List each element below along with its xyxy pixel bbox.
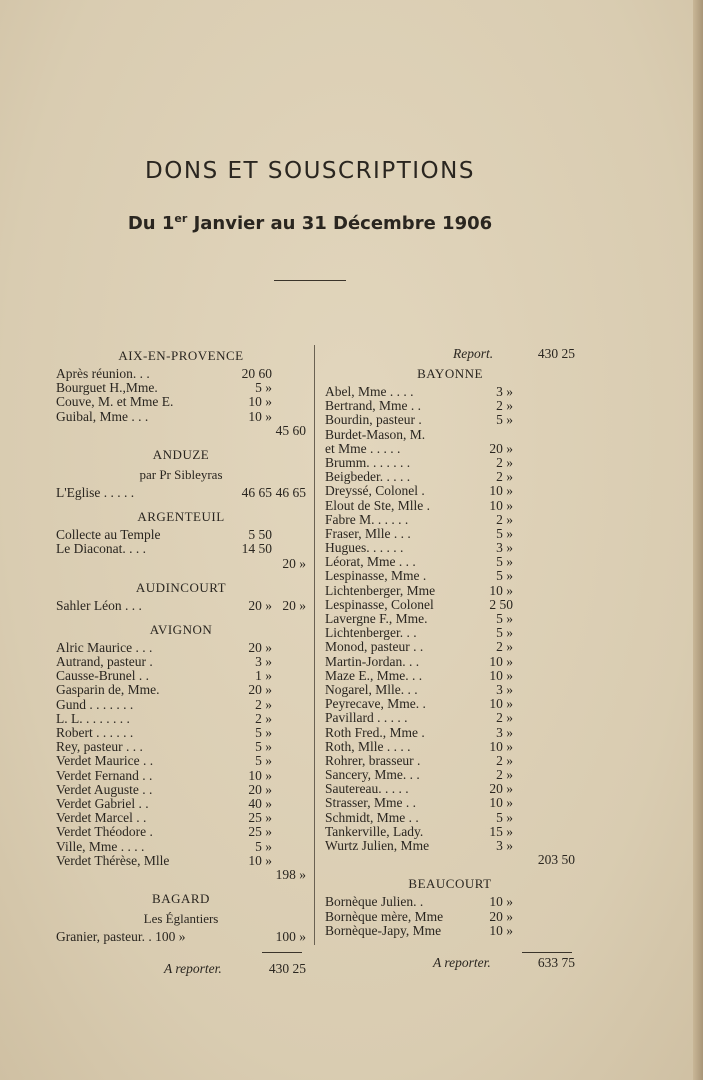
subtitle-pre: Du 1 bbox=[127, 213, 175, 234]
report-value: 633 75 bbox=[537, 954, 575, 970]
list-item bbox=[325, 924, 575, 938]
donor-name: Bornèque mère, Mme bbox=[325, 908, 444, 924]
donation-amount: 46 65 bbox=[241, 484, 272, 500]
donation-amount: 25 » bbox=[248, 824, 272, 840]
donor-name: Nogarel, Mlle. . . bbox=[325, 681, 418, 697]
list-item bbox=[325, 754, 575, 768]
donation-amount: 5 » bbox=[496, 525, 513, 541]
section-total-row bbox=[56, 868, 306, 882]
section-heading: BAYONNE bbox=[417, 366, 483, 381]
donation-amount: 14 50 bbox=[241, 541, 272, 557]
donor-name: Peyrecave, Mme. . bbox=[325, 696, 426, 712]
donor-name: Roth Fred., Mme . bbox=[325, 724, 425, 740]
donation-amount: 3 » bbox=[496, 384, 513, 399]
report-label: A reporter. bbox=[164, 961, 222, 977]
donor-name: Granier, pasteur. . 100 » bbox=[56, 929, 186, 945]
donor-name: Dreyssé, Colonel . bbox=[325, 483, 425, 499]
donor-name: Sancery, Mme. . . bbox=[325, 767, 420, 783]
page-title: DONS ET SOUSCRIPTIONS bbox=[145, 158, 475, 184]
donation-amount: 1 » bbox=[255, 668, 272, 684]
list-item bbox=[56, 754, 306, 768]
left-column bbox=[56, 347, 306, 976]
list-item bbox=[56, 726, 306, 740]
section-total: 100 » bbox=[275, 929, 306, 945]
subtitle-sup: er bbox=[174, 212, 188, 225]
donation-amount: 2 » bbox=[496, 752, 513, 768]
donation-amount: 5 » bbox=[255, 380, 272, 396]
list-item bbox=[56, 712, 306, 726]
donor-name: Pavillard . . . . . bbox=[325, 710, 408, 726]
left-total-rule bbox=[262, 952, 302, 953]
report-row-top bbox=[325, 347, 575, 365]
list-item bbox=[325, 640, 575, 654]
donation-amount: 10 » bbox=[248, 394, 272, 410]
donor-name: Schmidt, Mme . . bbox=[325, 809, 419, 825]
section-heading: ARGENTEUIL bbox=[137, 509, 225, 525]
donation-amount: 10 » bbox=[489, 696, 513, 712]
donation-amount: 5 » bbox=[496, 625, 513, 641]
report-label: A reporter. bbox=[433, 954, 491, 970]
donation-amount: 3 » bbox=[496, 724, 513, 740]
donor-name: Sahler Léon . . . bbox=[56, 597, 142, 613]
section-total-row bbox=[325, 853, 575, 867]
donation-amount: 5 » bbox=[496, 554, 513, 570]
donor-name: Lichtenberger, Mme bbox=[325, 582, 436, 598]
donor-name: Bourdin, pasteur . bbox=[325, 412, 422, 428]
list-item bbox=[325, 740, 575, 754]
donor-name: Lichtenberger. . . bbox=[325, 625, 417, 641]
donor-name: Fraser, Mlle . . . bbox=[325, 525, 411, 541]
list-item bbox=[325, 541, 575, 555]
donation-amount: 20 » bbox=[248, 781, 272, 797]
donation-amount: 10 » bbox=[489, 483, 513, 499]
donor-name: Gund . . . . . . . bbox=[56, 696, 134, 712]
list-item bbox=[325, 669, 575, 683]
list-item bbox=[325, 711, 575, 725]
donor-name: Verdet Théodore . bbox=[56, 824, 153, 840]
donation-amount: 10 » bbox=[489, 738, 513, 754]
donor-name: Le Diaconat. . . . bbox=[56, 541, 146, 557]
list-item bbox=[325, 768, 575, 782]
list-item bbox=[325, 796, 575, 810]
donation-amount: 5 » bbox=[255, 838, 272, 854]
section-total: 46 65 bbox=[275, 484, 306, 500]
list-item bbox=[56, 655, 306, 669]
subtitle-post: Janvier au 31 Décembre 1906 bbox=[187, 213, 493, 234]
donation-amount: 20 » bbox=[248, 682, 272, 698]
list-item bbox=[325, 513, 575, 527]
list-item bbox=[325, 484, 575, 498]
donor-name: et Mme . . . . . bbox=[325, 440, 401, 456]
list-item bbox=[325, 442, 575, 456]
donor-name: Bertrand, Mme . . bbox=[325, 398, 421, 414]
donation-amount: 10 » bbox=[489, 894, 513, 910]
list-item bbox=[56, 486, 306, 500]
section-heading: BEAUCOURT bbox=[408, 876, 492, 892]
donation-amount: 5 » bbox=[496, 568, 513, 584]
list-item bbox=[325, 428, 575, 442]
list-item bbox=[325, 825, 575, 839]
donor-name: Bornèque-Japy, Mme bbox=[325, 922, 442, 938]
section-total: 203 50 bbox=[537, 852, 575, 868]
list-item bbox=[325, 413, 575, 427]
list-item bbox=[325, 584, 575, 598]
donation-amount: 20 » bbox=[248, 639, 272, 655]
donor-name: Monod, pasteur . . bbox=[325, 639, 424, 655]
donation-amount: 2 » bbox=[255, 710, 272, 726]
list-item bbox=[325, 910, 575, 924]
donor-name: Martin-Jordan. . . bbox=[325, 653, 420, 669]
section-total: 20 » bbox=[282, 555, 306, 571]
list-item bbox=[56, 367, 306, 381]
section-total: 45 60 bbox=[275, 422, 306, 438]
donation-amount: 20 » bbox=[489, 908, 513, 924]
list-item bbox=[325, 811, 575, 825]
donor-name: Beigbeder. . . . . bbox=[325, 469, 411, 485]
donor-name: Alric Maurice . . . bbox=[56, 639, 153, 655]
donation-amount: 3 » bbox=[255, 654, 272, 670]
page-edge bbox=[693, 0, 703, 1080]
donor-name: Rey, pasteur . . . bbox=[56, 739, 143, 755]
list-item bbox=[56, 698, 306, 712]
page-subtitle bbox=[0, 212, 620, 234]
donation-amount: 2 » bbox=[496, 469, 513, 485]
donor-name: Maze E., Mme. . . bbox=[325, 667, 423, 683]
donor-name: Verdet Fernand . . bbox=[56, 767, 153, 783]
donor-name: L'Eglise . . . . . bbox=[56, 484, 135, 500]
donor-name: Fabre M. . . . . . bbox=[325, 511, 409, 527]
list-item bbox=[56, 811, 306, 825]
list-item bbox=[325, 499, 575, 513]
right-total-rule bbox=[522, 952, 572, 953]
section-heading: ANDUZE bbox=[152, 446, 210, 462]
donation-amount: 20 » bbox=[489, 440, 513, 456]
section-heading: AIX-EN-PROVENCE bbox=[118, 348, 244, 363]
donor-name: Ville, Mme . . . . bbox=[56, 838, 145, 854]
list-item bbox=[325, 655, 575, 669]
list-item bbox=[325, 683, 575, 697]
donation-amount: 2 » bbox=[496, 454, 513, 470]
donor-name: Léorat, Mme . . . bbox=[325, 554, 416, 570]
donation-amount: 10 » bbox=[489, 653, 513, 669]
donor-name: Strasser, Mme . . bbox=[325, 795, 416, 811]
donor-name: Causse-Brunel . . bbox=[56, 668, 149, 684]
donor-name: Elout de Ste, Mlle . bbox=[325, 497, 430, 513]
section-total: 198 » bbox=[275, 866, 306, 882]
list-item bbox=[56, 528, 306, 542]
list-item bbox=[56, 783, 306, 797]
report-row bbox=[56, 962, 306, 976]
donor-name: Lespinasse, Colonel bbox=[325, 596, 434, 612]
donor-name: Verdet Auguste . . bbox=[56, 781, 153, 797]
section-heading: BAGARD bbox=[152, 891, 210, 907]
donation-amount: 20 » bbox=[489, 781, 513, 797]
donation-amount: 10 » bbox=[489, 497, 513, 513]
donor-name: Verdet Maurice . . bbox=[56, 753, 154, 769]
list-item bbox=[56, 769, 306, 783]
donation-amount: 10 » bbox=[489, 795, 513, 811]
donation-amount: 3 » bbox=[496, 540, 513, 556]
list-item bbox=[325, 527, 575, 541]
list-item bbox=[325, 385, 575, 399]
donation-amount: 5 » bbox=[255, 725, 272, 740]
list-item bbox=[56, 395, 306, 409]
donation-amount: 40 » bbox=[248, 795, 272, 811]
donor-name: Collecte au Temple bbox=[56, 527, 161, 543]
list-item bbox=[56, 542, 306, 556]
list-item bbox=[56, 740, 306, 754]
donor-name: Sautereau. . . . . bbox=[325, 781, 409, 797]
donor-name: Lespinasse, Mme . bbox=[325, 568, 427, 584]
donor-name: Bourguet H.,Mme. bbox=[56, 380, 158, 396]
list-item bbox=[325, 598, 575, 612]
donor-name: Wurtz Julien, Mme bbox=[325, 838, 430, 853]
donation-amount: 5 » bbox=[496, 412, 513, 428]
donor-name: Brumm. . . . . . . bbox=[325, 454, 411, 470]
donation-amount: 5 50 bbox=[248, 527, 272, 543]
list-item bbox=[325, 470, 575, 484]
column-divider bbox=[314, 345, 315, 945]
donor-name: L. L. . . . . . . . bbox=[56, 710, 130, 726]
right-column bbox=[325, 347, 575, 970]
donation-amount: 10 » bbox=[248, 852, 272, 868]
donor-name: Verdet Gabriel . . bbox=[56, 795, 149, 811]
report-value: 430 25 bbox=[537, 346, 575, 361]
list-item bbox=[56, 599, 306, 613]
donor-name: Hugues. . . . . . bbox=[325, 540, 404, 556]
list-item bbox=[325, 839, 575, 853]
donor-name: Abel, Mme . . . . bbox=[325, 384, 414, 399]
section-subheading: Les Églantiers bbox=[143, 911, 219, 927]
list-item bbox=[56, 381, 306, 395]
donation-amount: 5 » bbox=[255, 753, 272, 769]
donation-amount: 10 » bbox=[248, 408, 272, 424]
title-rule bbox=[274, 280, 346, 281]
donation-amount: 2 » bbox=[496, 398, 513, 414]
donation-amount: 10 » bbox=[248, 767, 272, 783]
report-label: Report. bbox=[453, 346, 494, 361]
donation-amount: 3 » bbox=[496, 838, 513, 853]
list-item bbox=[56, 797, 306, 811]
donor-name: Gasparin de, Mme. bbox=[56, 682, 160, 698]
list-item bbox=[56, 840, 306, 854]
donation-amount: 5 » bbox=[255, 739, 272, 755]
section-subheading: par Pr Sibleyras bbox=[139, 466, 223, 482]
donor-name: Lavergne F., Mme. bbox=[325, 611, 428, 626]
donation-amount: 2 » bbox=[496, 639, 513, 655]
donation-amount: 25 » bbox=[248, 810, 272, 826]
donation-amount: 10 » bbox=[489, 922, 513, 938]
donation-amount: 20 60 bbox=[241, 366, 272, 381]
donor-name: Burdet-Mason, M. bbox=[325, 426, 426, 442]
donation-amount: 20 » bbox=[248, 597, 272, 613]
list-item bbox=[325, 456, 575, 470]
list-item bbox=[56, 410, 306, 424]
donor-name: Verdet Thérèse, Mlle bbox=[56, 852, 170, 868]
list-item bbox=[325, 697, 575, 711]
section-total-row bbox=[56, 424, 306, 438]
list-item bbox=[56, 669, 306, 683]
report-value: 430 25 bbox=[268, 961, 306, 977]
section-heading: AUDINCOURT bbox=[135, 579, 227, 595]
donor-name: Après réunion. . . bbox=[56, 366, 150, 381]
donor-name: Roth, Mlle . . . . bbox=[325, 738, 411, 754]
donor-name: Autrand, pasteur . bbox=[56, 654, 153, 670]
list-item bbox=[325, 399, 575, 413]
list-item bbox=[56, 930, 306, 944]
donation-amount: 5 » bbox=[496, 809, 513, 825]
donation-amount: 10 » bbox=[489, 582, 513, 598]
section-total-row bbox=[56, 557, 306, 571]
donor-name: Tankerville, Lady. bbox=[325, 823, 424, 839]
list-item bbox=[325, 569, 575, 583]
list-item bbox=[56, 683, 306, 697]
donor-name: Guibal, Mme . . . bbox=[56, 408, 149, 424]
section-heading: AVIGNON bbox=[149, 621, 213, 637]
donation-amount: 2 » bbox=[496, 710, 513, 726]
donation-amount: 2 » bbox=[496, 511, 513, 527]
donation-amount: 15 » bbox=[489, 823, 513, 839]
donation-amount: 3 » bbox=[496, 681, 513, 697]
donation-amount: 2 » bbox=[496, 767, 513, 783]
list-item bbox=[325, 895, 575, 909]
list-item bbox=[56, 641, 306, 655]
list-item bbox=[56, 854, 306, 868]
section-total: 20 » bbox=[282, 597, 306, 613]
list-item bbox=[325, 626, 575, 640]
donation-amount: 5 » bbox=[496, 611, 513, 626]
donor-name: Robert . . . . . . bbox=[56, 725, 134, 740]
list-item bbox=[325, 726, 575, 740]
list-item bbox=[56, 825, 306, 839]
donor-name: Rohrer, brasseur . bbox=[325, 752, 421, 768]
report-row bbox=[325, 956, 575, 970]
donation-amount: 10 » bbox=[489, 667, 513, 683]
list-item bbox=[325, 782, 575, 796]
donation-amount: 2 50 bbox=[489, 596, 513, 612]
list-item bbox=[325, 555, 575, 569]
list-item bbox=[325, 612, 575, 626]
donor-name: Couve, M. et Mme E. bbox=[56, 394, 174, 410]
donor-name: Verdet Marcel . . bbox=[56, 810, 147, 826]
donation-amount: 2 » bbox=[255, 696, 272, 712]
donor-name: Bornèque Julien. . bbox=[325, 894, 424, 910]
